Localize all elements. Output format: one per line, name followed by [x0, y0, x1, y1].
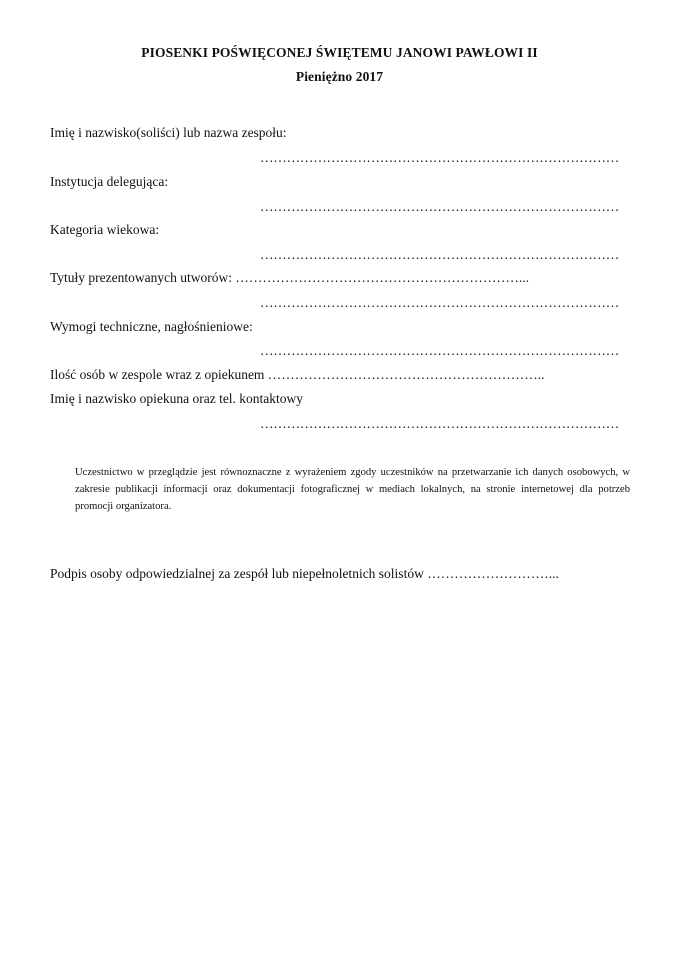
institution-label: Instytucja delegująca: [50, 174, 169, 189]
signature-field[interactable]: Podpis osoby odpowiedzialnej za zespół lub niepełnoletnich solistów ………………………... [50, 566, 559, 581]
name-field[interactable]: ……………………………………………………………………… [260, 150, 620, 165]
technical-requirements-label: Wymogi techniczne, nagłośnieniowe: [50, 319, 253, 334]
institution-field[interactable]: ……………………………………………………………………… [260, 199, 620, 214]
name-label: Imię i nazwisko(soliści) lub nazwa zespołu: [50, 125, 287, 140]
guardian-label: Imię i nazwisko opiekuna oraz tel. kontaktowy [50, 391, 304, 406]
people-count-field[interactable]: Ilość osób w zespole wraz z opiekunem …………………………………………………….. [50, 367, 545, 382]
song-titles-label[interactable]: Tytuły prezentowanych utworów: ………………………………………………………... [50, 270, 530, 285]
document-title: PIOSENKI POŚWIĘCONEJ ŚWIĘTEMU JANOWI PAWŁOWI II [141, 45, 538, 60]
age-category-field[interactable]: ……………………………………………………………………… [260, 247, 620, 262]
age-category-label: Kategoria wiekowa: [50, 222, 160, 237]
guardian-field[interactable]: ……………………………………………………………………… [260, 416, 620, 431]
consent-notice [75, 464, 630, 515]
consent-text: Uczestnictwo w przeglądzie jest równoznaczne z wyrażeniem zgody uczestników na przetwarzanie ich danych osobowych, w zakresie publikacji informacji oraz dokumentacji fotograficznej w mediach lokalnych, na stronie internetowej dla potrzeb promocji organizatora. [75, 467, 630, 512]
technical-requirements-field[interactable]: ……………………………………………………………………… [260, 343, 620, 358]
song-titles-field[interactable]: ……………………………………………………………………… [260, 295, 620, 310]
document-subtitle: Pieniężno 2017 [295, 69, 384, 84]
